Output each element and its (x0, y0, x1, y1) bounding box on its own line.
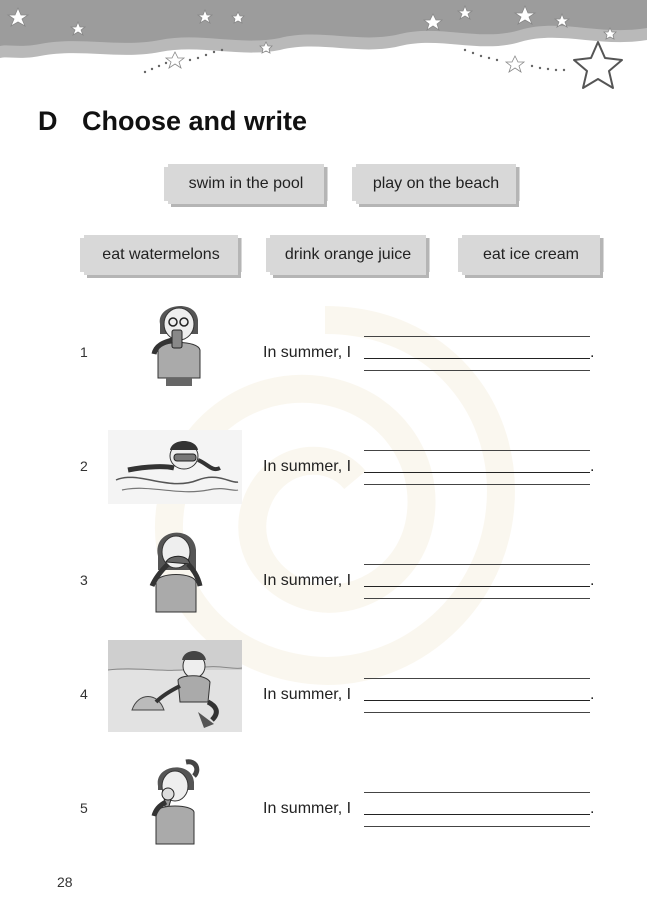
girl-drinking-icon (146, 294, 210, 388)
page-number: 28 (57, 874, 73, 890)
item-number: 1 (80, 344, 88, 360)
item-prompt: In summer, I (263, 800, 352, 817)
item-number: 5 (80, 800, 88, 816)
item-prompt: In summer, I (263, 686, 352, 703)
item-period: . (590, 344, 595, 361)
section-letter: D (38, 106, 58, 136)
section-title (38, 106, 307, 137)
item-period: . (590, 572, 595, 589)
word-chip-beach: play on the beach (356, 164, 516, 204)
item-period: . (590, 686, 595, 703)
item-number: 3 (80, 572, 88, 588)
item-number: 4 (80, 686, 88, 702)
item-prompt: In summer, I (263, 572, 352, 589)
item-prompt: In summer, I (263, 458, 352, 475)
girl-eating-watermelon-icon (146, 520, 206, 620)
word-chip-orange-juice: drink orange juice (270, 235, 426, 275)
girl-eating-ice-cream-icon (146, 756, 204, 852)
header-banner (0, 0, 647, 90)
word-chip-watermelons: eat watermelons (84, 235, 238, 275)
boy-swimming-icon (108, 430, 242, 504)
word-chip-ice-cream: eat ice cream (462, 235, 600, 275)
item-period: . (590, 800, 595, 817)
word-chip-swim: swim in the pool (168, 164, 324, 204)
boy-playing-sand-icon (108, 640, 242, 732)
item-number: 2 (80, 458, 88, 474)
item-period: . (590, 458, 595, 475)
item-prompt: In summer, I (263, 344, 352, 361)
section-heading: Choose and write (82, 106, 308, 136)
